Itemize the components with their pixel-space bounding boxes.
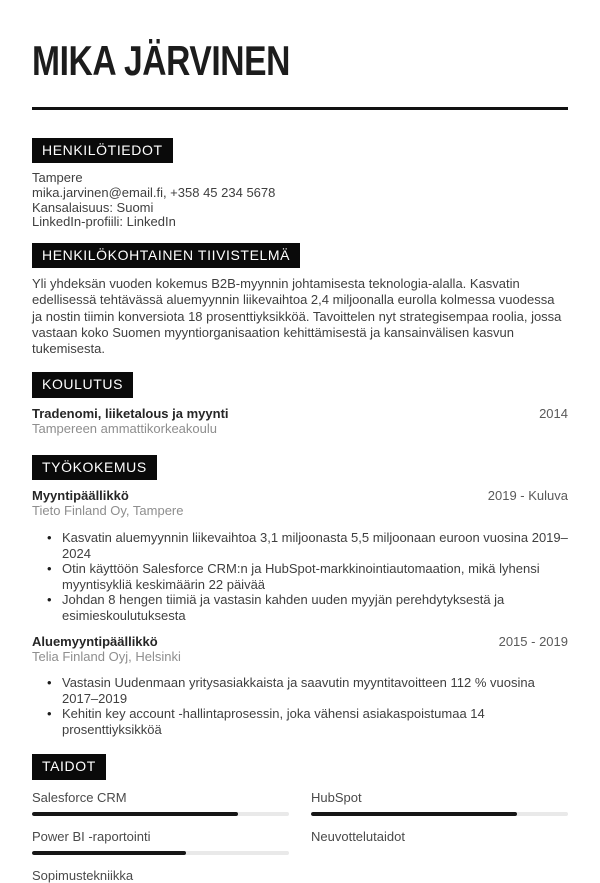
education-entry-head: [32, 407, 568, 422]
skill-label: HubSpot: [311, 789, 362, 805]
skill-level-bar: [311, 812, 568, 816]
job-entry: [32, 635, 568, 738]
job-date: 2015 - 2019: [498, 633, 568, 649]
job-bullet: • Otin käyttöön Salesforce CRM:n ja HubSpot-markkinointiautomaation, mikä lyhensi myyntisykliä keskimäärin 22 päivää: [32, 561, 568, 592]
job-company: Telia Finland Oyj, Helsinki: [32, 648, 181, 664]
job-entry-head: [32, 489, 568, 504]
skill-level-fill: [311, 812, 517, 816]
job-title: Myyntipäällikkö: [32, 488, 129, 504]
skill-label: Power BI -raportointi: [32, 828, 151, 844]
section-personal-info: [32, 138, 568, 230]
job-bullet-list: [32, 530, 568, 624]
contact-linkedin: LinkedIn-profiili: LinkedIn: [32, 214, 176, 230]
education-entry: [32, 407, 568, 437]
section-heading-summary: HENKILÖKOHTAINEN TIIVISTELMÄ: [32, 243, 300, 268]
skill-level-fill: [32, 812, 238, 816]
section-summary: [32, 243, 568, 357]
skill-label: Neuvottelutaidot: [311, 828, 405, 844]
education-school: Tampereen ammattikorkeakoulu: [32, 420, 217, 436]
section-heading-personal: HENKILÖTIEDOT: [32, 138, 173, 163]
section-experience: [32, 455, 568, 737]
contact-block: [32, 171, 568, 229]
section-heading-experience: TYÖKOKEMUS: [32, 455, 157, 480]
header-divider: [32, 107, 568, 110]
skills-grid: [32, 790, 568, 883]
job-bullet: • Vastasin Uudenmaan yritysasiakkaista ja saavutin myyntitavoitteen 112 % vuosina 2017–2019: [32, 675, 568, 706]
section-skills: [32, 754, 568, 882]
contact-nationality: Kansalaisuus: Suomi: [32, 199, 154, 215]
contact-location: Tampere: [32, 170, 83, 186]
contact-email-phone: mika.jarvinen@email.fi, +358 45 234 5678: [32, 184, 276, 200]
job-bullet: • Johdan 8 hengen tiimiä ja vastasin kahden uuden myyjän perehdytyksestä ja esimieskoulutuksesta: [32, 592, 568, 623]
section-education: [32, 372, 568, 436]
education-degree: Tradenomi, liiketalous ja myynti: [32, 405, 229, 421]
skill-label: Salesforce CRM: [32, 789, 127, 805]
skill-item: [32, 790, 289, 816]
section-heading-skills: TAIDOT: [32, 754, 106, 779]
skill-item: [32, 868, 289, 883]
job-title: Aluemyyntipäällikkö: [32, 633, 158, 649]
job-entry-head: [32, 635, 568, 650]
person-name: MIKA JÄRVINEN: [32, 37, 291, 84]
education-date: 2014: [539, 405, 568, 421]
section-heading-education: KOULUTUS: [32, 372, 133, 397]
skill-level-fill: [32, 851, 186, 855]
skill-item: [32, 829, 289, 855]
summary-paragraph: Yli yhdeksän vuoden kokemus B2B-myynnin johtamisesta teknologia-alalla. Kasvatin edellisessä tehtävässä aluemyynnin liikevaihtoa 2,4 miljoonalla eurolla kolmessa vuodessa ja nostin tiimin konversiota 18 prosenttiyksikköä. Tavoittelen nyt strategisempaa roolia, jossa vastaan koko Suomen myyntiorganisaation kehittämisestä ja kansainvälisen kasvun tukemisesta.: [32, 276, 562, 356]
job-company: Tieto Finland Oy, Tampere: [32, 503, 184, 519]
skill-item: [311, 790, 568, 816]
job-date: 2019 - Kuluva: [487, 488, 568, 504]
skill-level-bar: [32, 851, 289, 855]
skill-level-bar: [32, 812, 289, 816]
job-bullet: • Kehitin key account -hallintaprosessin, joka vähensi asiakaspoistumaa 14 prosenttiyksikköä: [32, 706, 568, 737]
job-bullet: • Kasvatin aluemyynnin liikevaihtoa 3,1 miljoonasta 5,5 miljoonaan euroon vuosina 2019–2024: [32, 530, 568, 561]
job-entry: [32, 489, 568, 623]
skill-item: [311, 829, 568, 855]
skill-label: Sopimustekniikka: [32, 867, 134, 883]
job-bullet-list: [32, 675, 568, 737]
